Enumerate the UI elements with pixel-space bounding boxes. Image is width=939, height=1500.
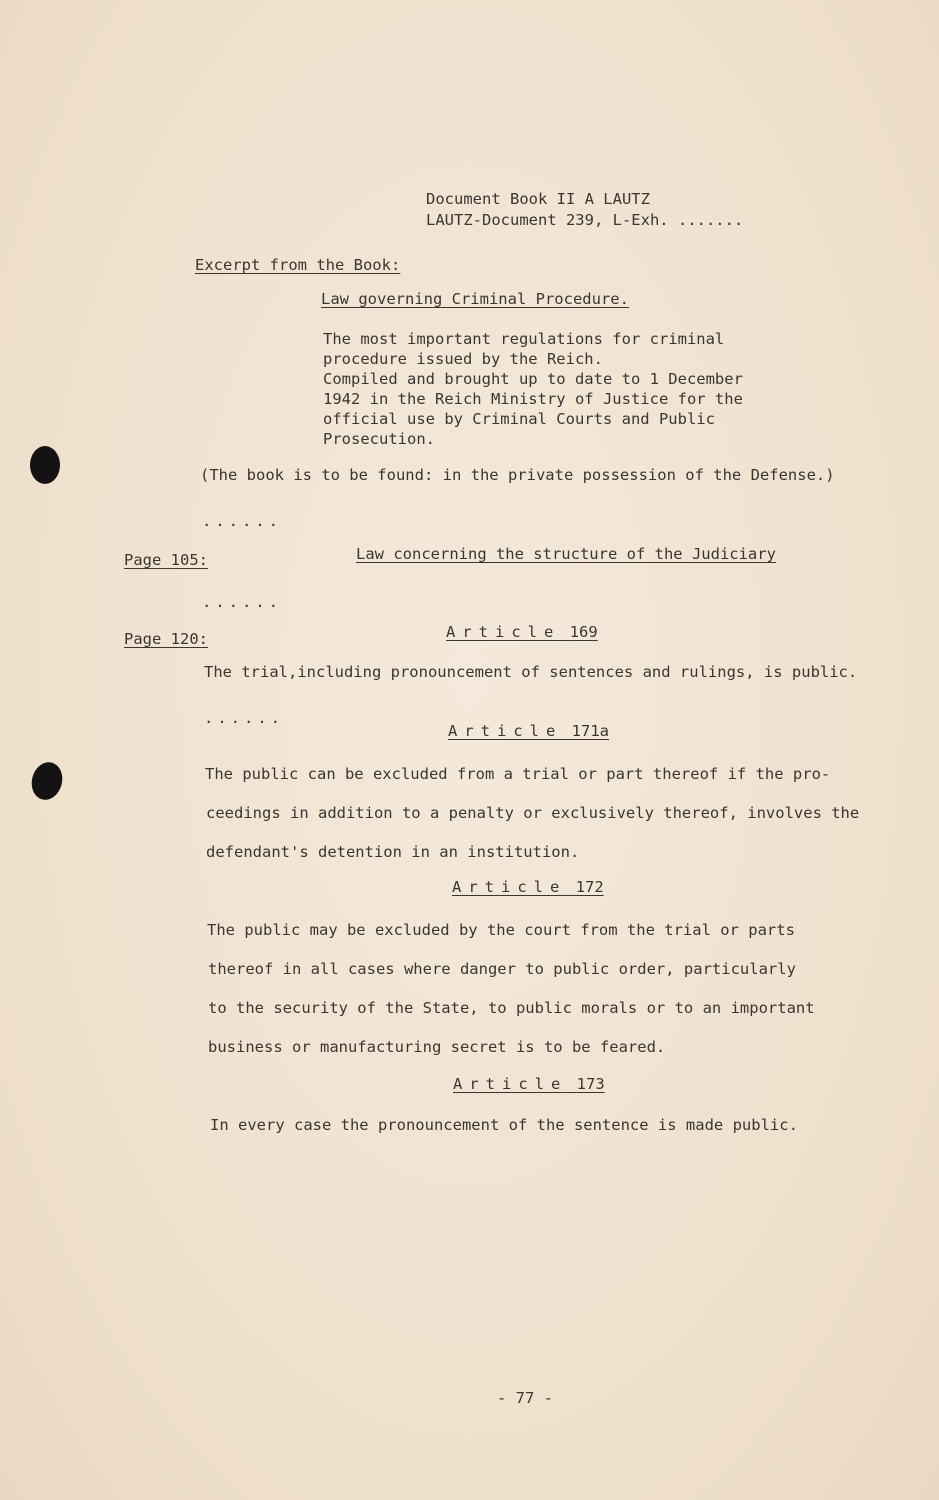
article-number: 169 xyxy=(569,623,598,641)
article-prefix: Article xyxy=(453,1075,568,1093)
excerpt-label: Excerpt from the Book: xyxy=(195,256,401,274)
book-description-line: procedure issued by the Reich. xyxy=(323,350,603,368)
article-text-line: The public may be excluded by the court from the trial or parts xyxy=(207,921,795,939)
article-heading xyxy=(452,878,604,896)
article-heading xyxy=(448,722,609,740)
article-text-line: The public can be excluded from a trial or part thereof if the pro- xyxy=(205,765,831,783)
article-text-line: The trial,including pronouncement of sentences and rulings, is public. xyxy=(204,663,858,681)
document-header-line1: Document Book II A LAUTZ xyxy=(426,190,650,208)
document-header-line2: LAUTZ-Document 239, L-Exh. ....... xyxy=(426,211,744,229)
book-title: Law governing Criminal Procedure. xyxy=(321,290,629,308)
book-location: (The book is to be found: in the private possession of the Defense.) xyxy=(200,466,835,484)
article-heading xyxy=(446,623,598,641)
book-description-line: Prosecution. xyxy=(323,430,435,448)
punch-hole xyxy=(30,446,60,484)
article-number: 173 xyxy=(576,1075,605,1093)
page-number: - 77 - xyxy=(497,1389,553,1407)
page-label: Page 105: xyxy=(124,551,208,569)
section-heading: Law concerning the structure of the Judiciary xyxy=(356,545,776,563)
article-text-line: business or manufacturing secret is to be feared. xyxy=(208,1038,666,1056)
ellipsis: ...... xyxy=(204,709,284,727)
article-text-line: In every case the pronouncement of the sentence is made public. xyxy=(210,1116,798,1134)
article-number: 171a xyxy=(571,722,609,740)
book-description-line: 1942 in the Reich Ministry of Justice for the xyxy=(323,390,743,408)
article-text-line: to the security of the State, to public morals or to an important xyxy=(208,999,815,1017)
article-text-line: thereof in all cases where danger to public order, particularly xyxy=(208,960,796,978)
punch-hole xyxy=(28,759,67,803)
article-prefix: Article xyxy=(452,878,567,896)
book-description-line: Compiled and brought up to date to 1 December xyxy=(323,370,743,388)
book-description-line: The most important regulations for criminal xyxy=(323,330,725,348)
ellipsis: ...... xyxy=(202,593,282,611)
article-text-line: ceedings in addition to a penalty or exclusively thereof, involves the xyxy=(206,804,860,822)
article-prefix: Article xyxy=(446,623,561,641)
article-number: 172 xyxy=(575,878,604,896)
article-heading xyxy=(453,1075,605,1093)
article-prefix: Article xyxy=(448,722,563,740)
book-description-line: official use by Criminal Courts and Public xyxy=(323,410,715,428)
article-text-line: defendant's detention in an institution. xyxy=(206,843,580,861)
ellipsis: ...... xyxy=(202,512,282,530)
page-label: Page 120: xyxy=(124,630,208,648)
